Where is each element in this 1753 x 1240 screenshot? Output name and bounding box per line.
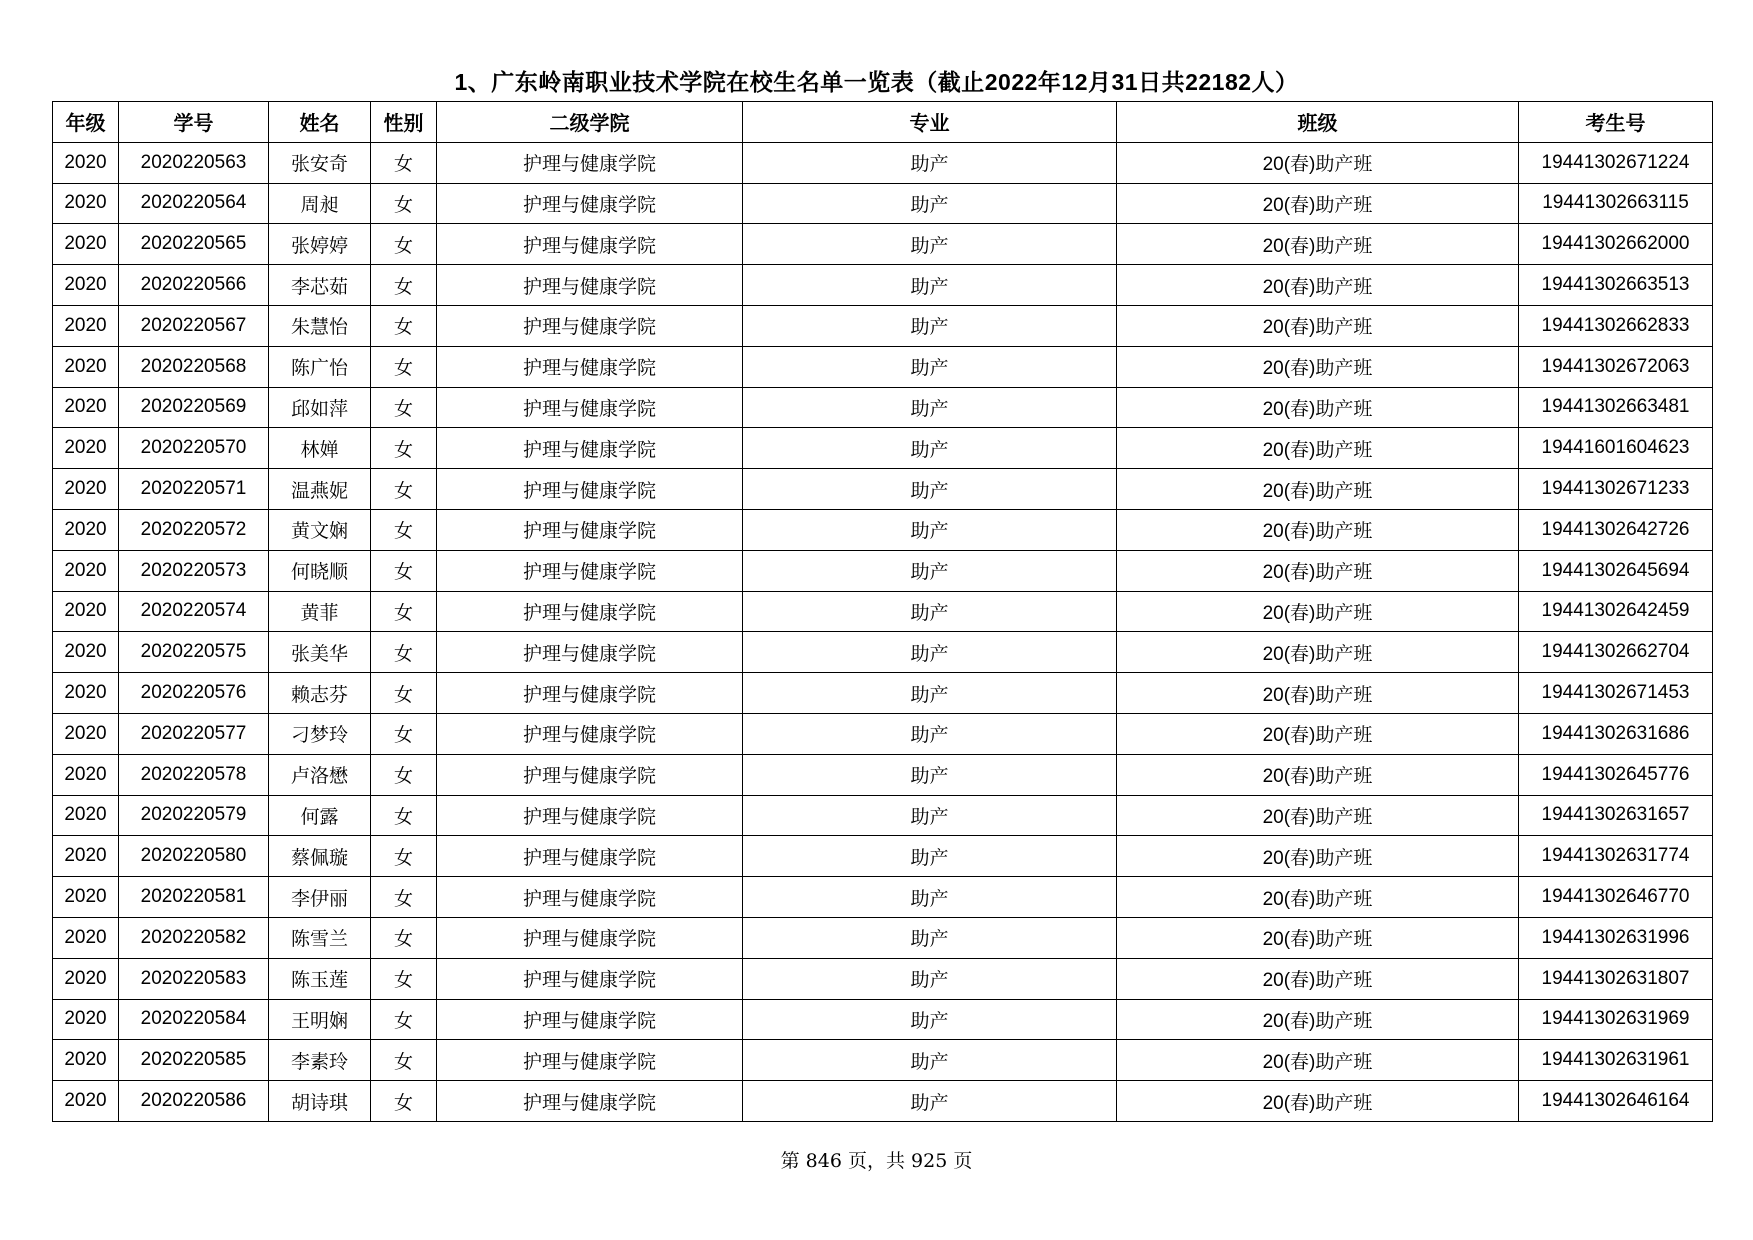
college-cell: 护理与健康学院: [437, 550, 743, 591]
gender-cell: 女: [371, 632, 437, 673]
table-row: [53, 958, 1713, 999]
exam-number-cell: 19441302631961: [1519, 1040, 1713, 1081]
student-id-cell: 2020220568: [119, 346, 269, 387]
grade-cell: 2020: [53, 754, 119, 795]
name-cell: 温燕妮: [269, 469, 371, 510]
grade-cell: 2020: [53, 1040, 119, 1081]
gender-cell: 女: [371, 265, 437, 306]
name-cell: 刁梦玲: [269, 713, 371, 754]
student-id-cell: 2020220586: [119, 1081, 269, 1122]
grade-cell: 2020: [53, 428, 119, 469]
college-cell: 护理与健康学院: [437, 346, 743, 387]
major-cell: 助产: [743, 469, 1117, 510]
table-row: [53, 224, 1713, 265]
major-cell: 助产: [743, 224, 1117, 265]
class-cell: 20(春)助产班: [1117, 265, 1519, 306]
grade-cell: 2020: [53, 795, 119, 836]
gender-cell: 女: [371, 591, 437, 632]
class-cell: 20(春)助产班: [1117, 224, 1519, 265]
table-row: [53, 346, 1713, 387]
class-cell: 20(春)助产班: [1117, 1040, 1519, 1081]
col-header-college: 二级学院: [437, 102, 743, 143]
college-cell: 护理与健康学院: [437, 142, 743, 183]
student-id-cell: 2020220577: [119, 713, 269, 754]
exam-number-cell: 19441302671453: [1519, 673, 1713, 714]
exam-number-cell: 19441302642459: [1519, 591, 1713, 632]
college-cell: 护理与健康学院: [437, 469, 743, 510]
exam-number-cell: 19441302672063: [1519, 346, 1713, 387]
student-id-cell: 2020220580: [119, 836, 269, 877]
college-cell: 护理与健康学院: [437, 877, 743, 918]
class-cell: 20(春)助产班: [1117, 183, 1519, 224]
class-cell: 20(春)助产班: [1117, 673, 1519, 714]
exam-number-cell: 19441302645694: [1519, 550, 1713, 591]
exam-number-cell: 19441601604623: [1519, 428, 1713, 469]
gender-cell: 女: [371, 999, 437, 1040]
name-cell: 朱慧怡: [269, 305, 371, 346]
college-cell: 护理与健康学院: [437, 428, 743, 469]
gender-cell: 女: [371, 428, 437, 469]
student-id-cell: 2020220576: [119, 673, 269, 714]
student-id-cell: 2020220569: [119, 387, 269, 428]
grade-cell: 2020: [53, 673, 119, 714]
gender-cell: 女: [371, 1040, 437, 1081]
gender-cell: 女: [371, 958, 437, 999]
exam-number-cell: 19441302663481: [1519, 387, 1713, 428]
college-cell: 护理与健康学院: [437, 265, 743, 306]
class-cell: 20(春)助产班: [1117, 469, 1519, 510]
college-cell: 护理与健康学院: [437, 795, 743, 836]
exam-number-cell: 19441302642726: [1519, 509, 1713, 550]
student-id-cell: 2020220571: [119, 469, 269, 510]
name-cell: 陈雪兰: [269, 917, 371, 958]
name-cell: 张婷婷: [269, 224, 371, 265]
col-header-name: 姓名: [269, 102, 371, 143]
student-id-cell: 2020220565: [119, 224, 269, 265]
name-cell: 卢洛懋: [269, 754, 371, 795]
class-cell: 20(春)助产班: [1117, 305, 1519, 346]
exam-number-cell: 19441302631657: [1519, 795, 1713, 836]
name-cell: 赖志芬: [269, 673, 371, 714]
college-cell: 护理与健康学院: [437, 917, 743, 958]
exam-number-cell: 19441302631774: [1519, 836, 1713, 877]
gender-cell: 女: [371, 224, 437, 265]
student-id-cell: 2020220585: [119, 1040, 269, 1081]
name-cell: 何晓顺: [269, 550, 371, 591]
gender-cell: 女: [371, 917, 437, 958]
college-cell: 护理与健康学院: [437, 591, 743, 632]
gender-cell: 女: [371, 673, 437, 714]
table-header-row: [53, 102, 1713, 143]
major-cell: 助产: [743, 917, 1117, 958]
major-cell: 助产: [743, 713, 1117, 754]
college-cell: 护理与健康学院: [437, 632, 743, 673]
major-cell: 助产: [743, 673, 1117, 714]
table-row: [53, 265, 1713, 306]
exam-number-cell: 19441302646770: [1519, 877, 1713, 918]
college-cell: 护理与健康学院: [437, 999, 743, 1040]
gender-cell: 女: [371, 550, 437, 591]
name-cell: 蔡佩璇: [269, 836, 371, 877]
table-row: [53, 469, 1713, 510]
gender-cell: 女: [371, 754, 437, 795]
class-cell: 20(春)助产班: [1117, 142, 1519, 183]
class-cell: 20(春)助产班: [1117, 836, 1519, 877]
grade-cell: 2020: [53, 877, 119, 918]
name-cell: 邱如萍: [269, 387, 371, 428]
grade-cell: 2020: [53, 305, 119, 346]
gender-cell: 女: [371, 142, 437, 183]
table-row: [53, 142, 1713, 183]
name-cell: 张安奇: [269, 142, 371, 183]
table-row: [53, 877, 1713, 918]
table-row: [53, 917, 1713, 958]
col-header-gender: 性别: [371, 102, 437, 143]
class-cell: 20(春)助产班: [1117, 428, 1519, 469]
college-cell: 护理与健康学院: [437, 509, 743, 550]
major-cell: 助产: [743, 142, 1117, 183]
major-cell: 助产: [743, 999, 1117, 1040]
gender-cell: 女: [371, 387, 437, 428]
exam-number-cell: 19441302645776: [1519, 754, 1713, 795]
table-row: [53, 795, 1713, 836]
major-cell: 助产: [743, 509, 1117, 550]
major-cell: 助产: [743, 591, 1117, 632]
major-cell: 助产: [743, 754, 1117, 795]
table-row: [53, 550, 1713, 591]
college-cell: 护理与健康学院: [437, 387, 743, 428]
name-cell: 陈玉莲: [269, 958, 371, 999]
college-cell: 护理与健康学院: [437, 958, 743, 999]
name-cell: 何露: [269, 795, 371, 836]
name-cell: 胡诗琪: [269, 1081, 371, 1122]
major-cell: 助产: [743, 1040, 1117, 1081]
name-cell: 张美华: [269, 632, 371, 673]
student-id-cell: 2020220584: [119, 999, 269, 1040]
college-cell: 护理与健康学院: [437, 1040, 743, 1081]
college-cell: 护理与健康学院: [437, 1081, 743, 1122]
table-row: [53, 509, 1713, 550]
gender-cell: 女: [371, 509, 437, 550]
page-title: 1、广东岭南职业技术学院在校生名单一览表（截止2022年12月31日共22182人）: [454, 69, 1299, 95]
grade-cell: 2020: [53, 1081, 119, 1122]
student-id-cell: 2020220574: [119, 591, 269, 632]
class-cell: 20(春)助产班: [1117, 713, 1519, 754]
name-cell: 周昶: [269, 183, 371, 224]
col-header-major: 专业: [743, 102, 1117, 143]
student-id-cell: 2020220581: [119, 877, 269, 918]
college-cell: 护理与健康学院: [437, 836, 743, 877]
major-cell: 助产: [743, 346, 1117, 387]
col-header-grade: 年级: [53, 102, 119, 143]
college-cell: 护理与健康学院: [437, 183, 743, 224]
exam-number-cell: 19441302662000: [1519, 224, 1713, 265]
table-row: [53, 673, 1713, 714]
major-cell: 助产: [743, 877, 1117, 918]
major-cell: 助产: [743, 958, 1117, 999]
major-cell: 助产: [743, 836, 1117, 877]
student-id-cell: 2020220582: [119, 917, 269, 958]
name-cell: 黄文娴: [269, 509, 371, 550]
name-cell: 黄菲: [269, 591, 371, 632]
table-row: [53, 428, 1713, 469]
grade-cell: 2020: [53, 550, 119, 591]
gender-cell: 女: [371, 183, 437, 224]
exam-number-cell: 19441302631996: [1519, 917, 1713, 958]
exam-number-cell: 19441302663513: [1519, 265, 1713, 306]
class-cell: 20(春)助产班: [1117, 591, 1519, 632]
name-cell: 林婵: [269, 428, 371, 469]
gender-cell: 女: [371, 836, 437, 877]
grade-cell: 2020: [53, 632, 119, 673]
grade-cell: 2020: [53, 917, 119, 958]
student-id-cell: 2020220579: [119, 795, 269, 836]
grade-cell: 2020: [53, 509, 119, 550]
table-row: [53, 183, 1713, 224]
grade-cell: 2020: [53, 387, 119, 428]
student-roster-table: [52, 101, 1713, 1122]
major-cell: 助产: [743, 428, 1117, 469]
class-cell: 20(春)助产班: [1117, 550, 1519, 591]
class-cell: 20(春)助产班: [1117, 754, 1519, 795]
major-cell: 助产: [743, 305, 1117, 346]
table-row: [53, 387, 1713, 428]
exam-number-cell: 19441302631686: [1519, 713, 1713, 754]
gender-cell: 女: [371, 1081, 437, 1122]
table-row: [53, 999, 1713, 1040]
gender-cell: 女: [371, 713, 437, 754]
grade-cell: 2020: [53, 999, 119, 1040]
name-cell: 李素玲: [269, 1040, 371, 1081]
table-row: [53, 1040, 1713, 1081]
class-cell: 20(春)助产班: [1117, 387, 1519, 428]
exam-number-cell: 19441302662704: [1519, 632, 1713, 673]
student-id-cell: 2020220575: [119, 632, 269, 673]
student-id-cell: 2020220564: [119, 183, 269, 224]
college-cell: 护理与健康学院: [437, 754, 743, 795]
grade-cell: 2020: [53, 265, 119, 306]
table-row: [53, 836, 1713, 877]
class-cell: 20(春)助产班: [1117, 509, 1519, 550]
class-cell: 20(春)助产班: [1117, 999, 1519, 1040]
class-cell: 20(春)助产班: [1117, 917, 1519, 958]
grade-cell: 2020: [53, 836, 119, 877]
student-id-cell: 2020220578: [119, 754, 269, 795]
major-cell: 助产: [743, 795, 1117, 836]
exam-number-cell: 19441302662833: [1519, 305, 1713, 346]
college-cell: 护理与健康学院: [437, 224, 743, 265]
gender-cell: 女: [371, 346, 437, 387]
col-header-class: 班级: [1117, 102, 1519, 143]
class-cell: 20(春)助产班: [1117, 958, 1519, 999]
class-cell: 20(春)助产班: [1117, 632, 1519, 673]
exam-number-cell: 19441302671224: [1519, 142, 1713, 183]
table-row: [53, 754, 1713, 795]
page-footer: 第 846 页，共 925 页: [780, 1150, 973, 1172]
class-cell: 20(春)助产班: [1117, 1081, 1519, 1122]
grade-cell: 2020: [53, 142, 119, 183]
name-cell: 李芯茹: [269, 265, 371, 306]
name-cell: 王明娴: [269, 999, 371, 1040]
student-id-cell: 2020220567: [119, 305, 269, 346]
student-id-cell: 2020220570: [119, 428, 269, 469]
student-id-cell: 2020220566: [119, 265, 269, 306]
table-row: [53, 1081, 1713, 1122]
gender-cell: 女: [371, 877, 437, 918]
table-row: [53, 591, 1713, 632]
grade-cell: 2020: [53, 713, 119, 754]
class-cell: 20(春)助产班: [1117, 795, 1519, 836]
class-cell: 20(春)助产班: [1117, 877, 1519, 918]
table-row: [53, 632, 1713, 673]
exam-number-cell: 19441302631807: [1519, 958, 1713, 999]
exam-number-cell: 19441302671233: [1519, 469, 1713, 510]
student-id-cell: 2020220563: [119, 142, 269, 183]
class-cell: 20(春)助产班: [1117, 346, 1519, 387]
name-cell: 陈广怡: [269, 346, 371, 387]
major-cell: 助产: [743, 632, 1117, 673]
student-id-cell: 2020220573: [119, 550, 269, 591]
major-cell: 助产: [743, 1081, 1117, 1122]
major-cell: 助产: [743, 183, 1117, 224]
table-row: [53, 305, 1713, 346]
grade-cell: 2020: [53, 346, 119, 387]
grade-cell: 2020: [53, 224, 119, 265]
table-body: [53, 142, 1713, 1121]
grade-cell: 2020: [53, 591, 119, 632]
grade-cell: 2020: [53, 183, 119, 224]
major-cell: 助产: [743, 265, 1117, 306]
name-cell: 李伊丽: [269, 877, 371, 918]
exam-number-cell: 19441302631969: [1519, 999, 1713, 1040]
gender-cell: 女: [371, 469, 437, 510]
exam-number-cell: 19441302646164: [1519, 1081, 1713, 1122]
college-cell: 护理与健康学院: [437, 305, 743, 346]
gender-cell: 女: [371, 305, 437, 346]
student-id-cell: 2020220583: [119, 958, 269, 999]
exam-number-cell: 19441302663115: [1519, 183, 1713, 224]
college-cell: 护理与健康学院: [437, 673, 743, 714]
col-header-student-id: 学号: [119, 102, 269, 143]
gender-cell: 女: [371, 795, 437, 836]
grade-cell: 2020: [53, 958, 119, 999]
college-cell: 护理与健康学院: [437, 713, 743, 754]
student-id-cell: 2020220572: [119, 509, 269, 550]
col-header-exam-number: 考生号: [1519, 102, 1713, 143]
table-row: [53, 713, 1713, 754]
major-cell: 助产: [743, 387, 1117, 428]
major-cell: 助产: [743, 550, 1117, 591]
grade-cell: 2020: [53, 469, 119, 510]
